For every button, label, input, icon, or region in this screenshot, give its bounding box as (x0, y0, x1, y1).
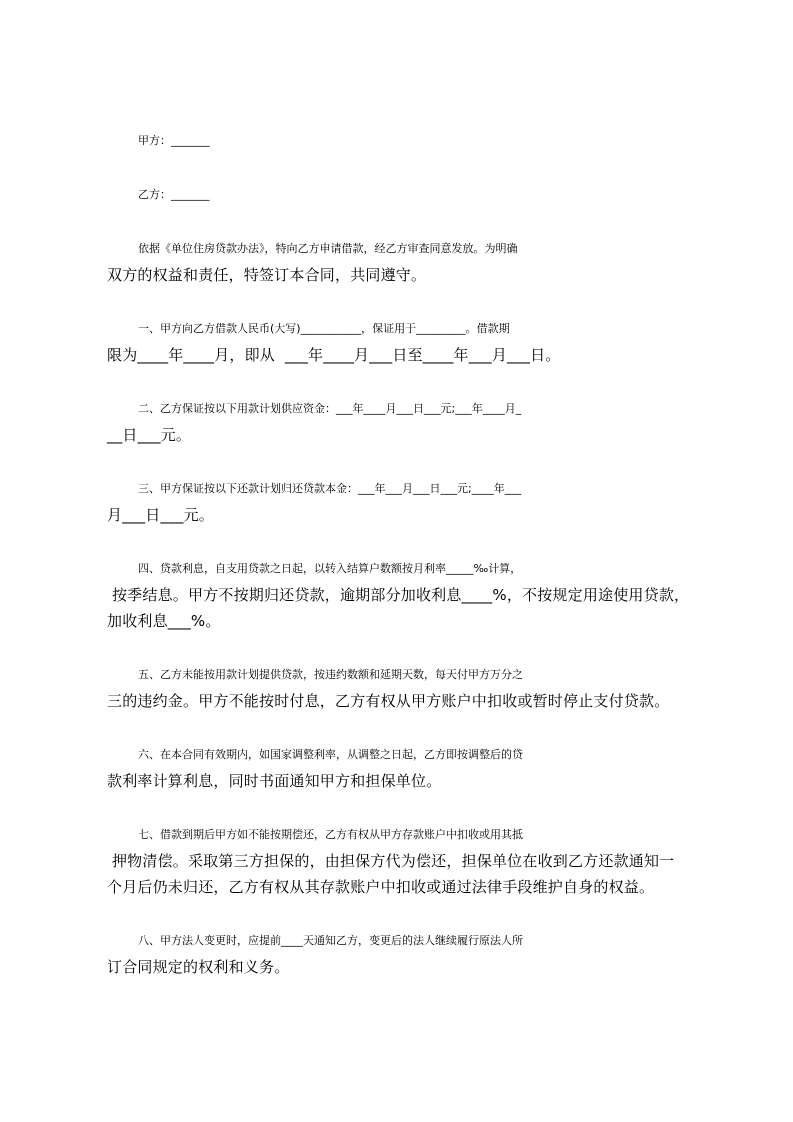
clause-2-line-2: __日___元。 (107, 426, 192, 444)
clause-3-line-2: 月___日___元。 (107, 506, 215, 524)
party-b-line: 乙方：_______ (138, 188, 210, 201)
clause-1-line-1: 一、甲方向乙方借款人民币(大写)___________，保证用于_________。借款期 (138, 322, 510, 335)
clause-3-line-1: 三、甲方保证按以下还款计划归还贷款本金：___年___月___日___元;____年___ (138, 482, 522, 495)
clause-7-line-2: 押物清偿。采取第三方担保的，由担保方代为偿还，担保单位在收到乙方还款通知一 (107, 852, 675, 870)
clause-6-line-1: 六、在本合同有效期内，如国家调整利率，从调整之日起，乙方即按调整后的贷 (138, 748, 523, 761)
clause-2-line-1: 二、乙方保证按以下用款计划供应资金：___年____月___日___元;___年____月_ (138, 402, 522, 415)
clause-5-line-1: 五、乙方未能按用款计划提供贷款，按违约数额和延期天数，每天付甲方万分之 (138, 668, 523, 681)
intro-line-2: 双方的权益和责任，特签订本合同，共同遵守。 (107, 266, 427, 284)
clause-1-line-2: 限为____年____月，即从 ___年____月___日至____年___月___日。 (107, 346, 561, 364)
clause-5-line-2: 三的违约金。甲方不能按时付息，乙方有权从甲方账户中扣收或暂时停止支付贷款。 (107, 692, 670, 710)
clause-8-line-1: 八、甲方法人变更时，应提前____天通知乙方，变更后的法人继续履行原法人所 (138, 934, 523, 947)
intro-line-1: 依据《单位住房贷款办法》，特向乙方申请借款，经乙方审查同意发放。为明确 (138, 242, 518, 255)
clause-8-line-2: 订合同规定的权利和义务。 (107, 958, 290, 976)
party-a-line: 甲方：_______ (138, 134, 210, 147)
clause-4-line-1: 四、贷款利息，自支用贷款之日起，以转入结算户数额按月利率_____‰计算， (138, 562, 522, 575)
clause-6-line-2: 款利率计算利息，同时书面通知甲方和担保单位。 (107, 772, 442, 790)
clause-7-line-1: 七、借款到期后甲方如不能按期偿还，乙方有权从甲方存款账户中扣收或用其抵 (138, 828, 523, 841)
clause-7-line-3: 个月后仍未归还，乙方有权从其存款账户中扣收或通过法律手段维护自身的权益。 (107, 878, 655, 896)
clause-4-line-3: 加收利息___%。 (107, 612, 221, 630)
clause-4-line-2: 按季结息。甲方不按期归还贷款，逾期部分加收利息____%，不按规定用途使用贷款， (107, 586, 690, 604)
